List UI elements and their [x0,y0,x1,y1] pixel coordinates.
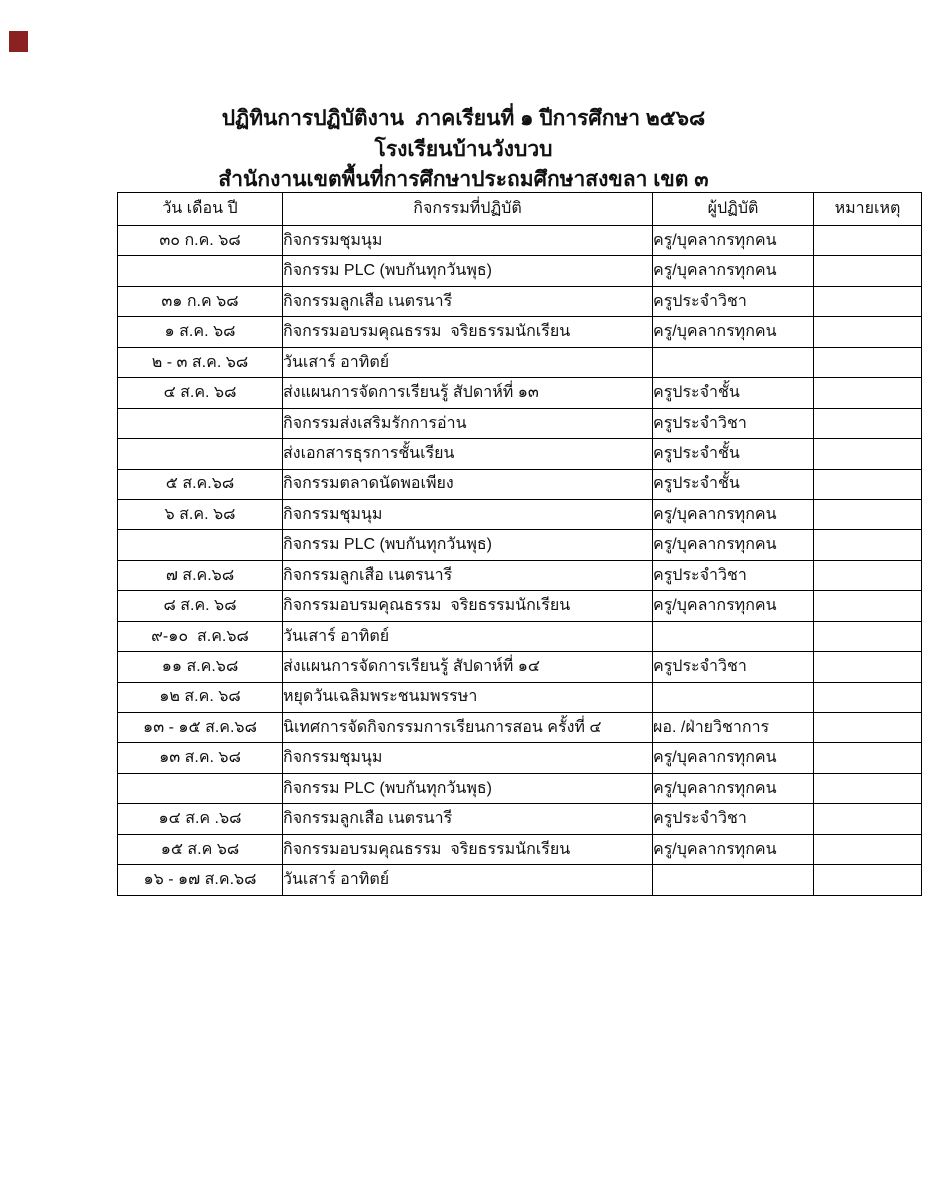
school-name: โรงเรียนบ้านวังบวบ [374,138,553,161]
activity-cell: ส่งแผนการจัดการเรียนรู้ สัปดาห์ที่ ๑๔ [283,652,653,682]
activity-cell: กิจกรรมอบรมคุณธรรม จริยธรรมนักเรียน [283,591,653,621]
note-cell [814,499,922,529]
table-row [118,317,922,347]
note-cell [814,652,922,682]
note-cell [814,317,922,347]
red-corner-marker [9,31,28,52]
actor-cell [653,347,814,377]
actor-cell: ครู/บุคลากรทุกคน [653,226,814,256]
actor-cell: ครูประจำชั้น [653,378,814,408]
date-cell: ๑ ส.ค. ๖๘ [118,317,283,347]
date-cell [118,256,283,286]
note-cell [814,834,922,864]
actor-cell: ครู/บุคลากรทุกคน [653,317,814,347]
actor-cell: ครูประจำวิชา [653,804,814,834]
table-row [118,652,922,682]
date-cell [118,408,283,438]
note-cell [814,804,922,834]
actor-cell: ครู/บุคลากรทุกคน [653,591,814,621]
activity-cell: กิจกรรมตลาดนัดพอเพียง [283,469,653,499]
note-cell [814,743,922,773]
date-cell: ๑๖ - ๑๗ ส.ค.๖๘ [118,865,283,895]
activity-cell: กิจกรรมส่งเสริมรักการอ่าน [283,408,653,438]
table-row [118,499,922,529]
column-header-note: หมายเหตุ [814,193,922,226]
date-cell [118,439,283,469]
activity-cell: วันเสาร์ อาทิตย์ [283,347,653,377]
actor-cell: ครูประจำวิชา [653,652,814,682]
table-row [118,682,922,712]
actor-cell: ครูประจำวิชา [653,408,814,438]
district-office-name: สำนักงานเขตพื้นที่การศึกษาประถมศึกษาสงขลา เขต ๓ [218,168,709,191]
table-row [118,439,922,469]
schedule-table [117,192,922,896]
activity-cell: กิจกรรมลูกเสือ เนตรนารี [283,560,653,590]
table-header-row [118,193,922,226]
table-row [118,530,922,560]
table-row [118,834,922,864]
date-cell: ๑๔ ส.ค .๖๘ [118,804,283,834]
actor-cell: ครูประจำวิชา [653,286,814,316]
table-row [118,408,922,438]
activity-cell: นิเทศการจัดกิจกรรมการเรียนการสอน ครั้งที่ ๔ [283,713,653,743]
note-cell [814,773,922,803]
date-cell: ๖ ส.ค. ๖๘ [118,499,283,529]
table-row [118,743,922,773]
date-cell: ๑๓ - ๑๕ ส.ค.๖๘ [118,713,283,743]
actor-cell: ครู/บุคลากรทุกคน [653,499,814,529]
note-cell [814,591,922,621]
column-header-activity: กิจกรรมที่ปฏิบัติ [283,193,653,226]
activity-cell: กิจกรรมลูกเสือ เนตรนารี [283,804,653,834]
activity-cell: กิจกรรมชุมนุม [283,743,653,773]
actor-cell: ครู/บุคลากรทุกคน [653,834,814,864]
table-row [118,256,922,286]
note-cell [814,560,922,590]
note-cell [814,682,922,712]
table-row [118,713,922,743]
note-cell [814,865,922,895]
activity-cell: กิจกรรมอบรมคุณธรรม จริยธรรมนักเรียน [283,317,653,347]
table-row [118,804,922,834]
table-row [118,621,922,651]
actor-cell: ครู/บุคลากรทุกคน [653,773,814,803]
table-row [118,469,922,499]
activity-cell: วันเสาร์ อาทิตย์ [283,865,653,895]
document-title: ปฏิทินการปฏิบัติงาน ภาคเรียนที่ ๑ ปีการศึกษา ๒๕๖๘ [221,107,706,130]
column-header-date: วัน เดือน ปี [118,193,283,226]
activity-cell: หยุดวันเฉลิมพระชนมพรรษา [283,682,653,712]
actor-cell: ครูประจำชั้น [653,469,814,499]
table-row [118,773,922,803]
note-cell [814,530,922,560]
actor-cell [653,865,814,895]
actor-cell: ครู/บุคลากรทุกคน [653,256,814,286]
table-row [118,591,922,621]
note-cell [814,713,922,743]
date-cell: ๑๑ ส.ค.๖๘ [118,652,283,682]
actor-cell: ครูประจำชั้น [653,439,814,469]
table-row [118,560,922,590]
activity-cell: กิจกรรม PLC (พบกันทุกวันพุธ) [283,530,653,560]
note-cell [814,621,922,651]
date-cell: ๑๒ ส.ค. ๖๘ [118,682,283,712]
date-cell: ๑๕ ส.ค ๖๘ [118,834,283,864]
date-cell: ๙-๑๐ ส.ค.๖๘ [118,621,283,651]
activity-cell: วันเสาร์ อาทิตย์ [283,621,653,651]
activity-cell: กิจกรรมชุมนุม [283,499,653,529]
actor-cell: ครู/บุคลากรทุกคน [653,530,814,560]
table-row [118,347,922,377]
activity-cell: กิจกรรมชุมนุม [283,226,653,256]
activity-cell: กิจกรรม PLC (พบกันทุกวันพุธ) [283,256,653,286]
date-cell: ๓๐ ก.ค. ๖๘ [118,226,283,256]
activity-cell: กิจกรรมลูกเสือ เนตรนารี [283,286,653,316]
note-cell [814,408,922,438]
date-cell: ๕ ส.ค.๖๘ [118,469,283,499]
column-header-actor: ผู้ปฏิบัติ [653,193,814,226]
date-cell [118,530,283,560]
note-cell [814,286,922,316]
actor-cell: ผอ. /ฝ่ายวิชาการ [653,713,814,743]
date-cell: ๒ - ๓ ส.ค. ๖๘ [118,347,283,377]
note-cell [814,378,922,408]
note-cell [814,347,922,377]
table-row [118,286,922,316]
activity-cell: กิจกรรม PLC (พบกันทุกวันพุธ) [283,773,653,803]
activity-cell: กิจกรรมอบรมคุณธรรม จริยธรรมนักเรียน [283,834,653,864]
date-cell: ๑๓ ส.ค. ๖๘ [118,743,283,773]
actor-cell [653,621,814,651]
table-row [118,865,922,895]
table-body [118,226,922,896]
note-cell [814,469,922,499]
note-cell [814,226,922,256]
actor-cell: ครู/บุคลากรทุกคน [653,743,814,773]
date-cell: ๗ ส.ค.๖๘ [118,560,283,590]
date-cell: ๘ ส.ค. ๖๘ [118,591,283,621]
table-row [118,378,922,408]
note-cell [814,256,922,286]
activity-cell: ส่งเอกสารธุรการชั้นเรียน [283,439,653,469]
activity-cell: ส่งแผนการจัดการเรียนรู้ สัปดาห์ที่ ๑๓ [283,378,653,408]
actor-cell: ครูประจำวิชา [653,560,814,590]
date-cell: ๔ ส.ค. ๖๘ [118,378,283,408]
date-cell [118,773,283,803]
actor-cell [653,682,814,712]
date-cell: ๓๑ ก.ค ๖๘ [118,286,283,316]
table-row [118,226,922,256]
note-cell [814,439,922,469]
